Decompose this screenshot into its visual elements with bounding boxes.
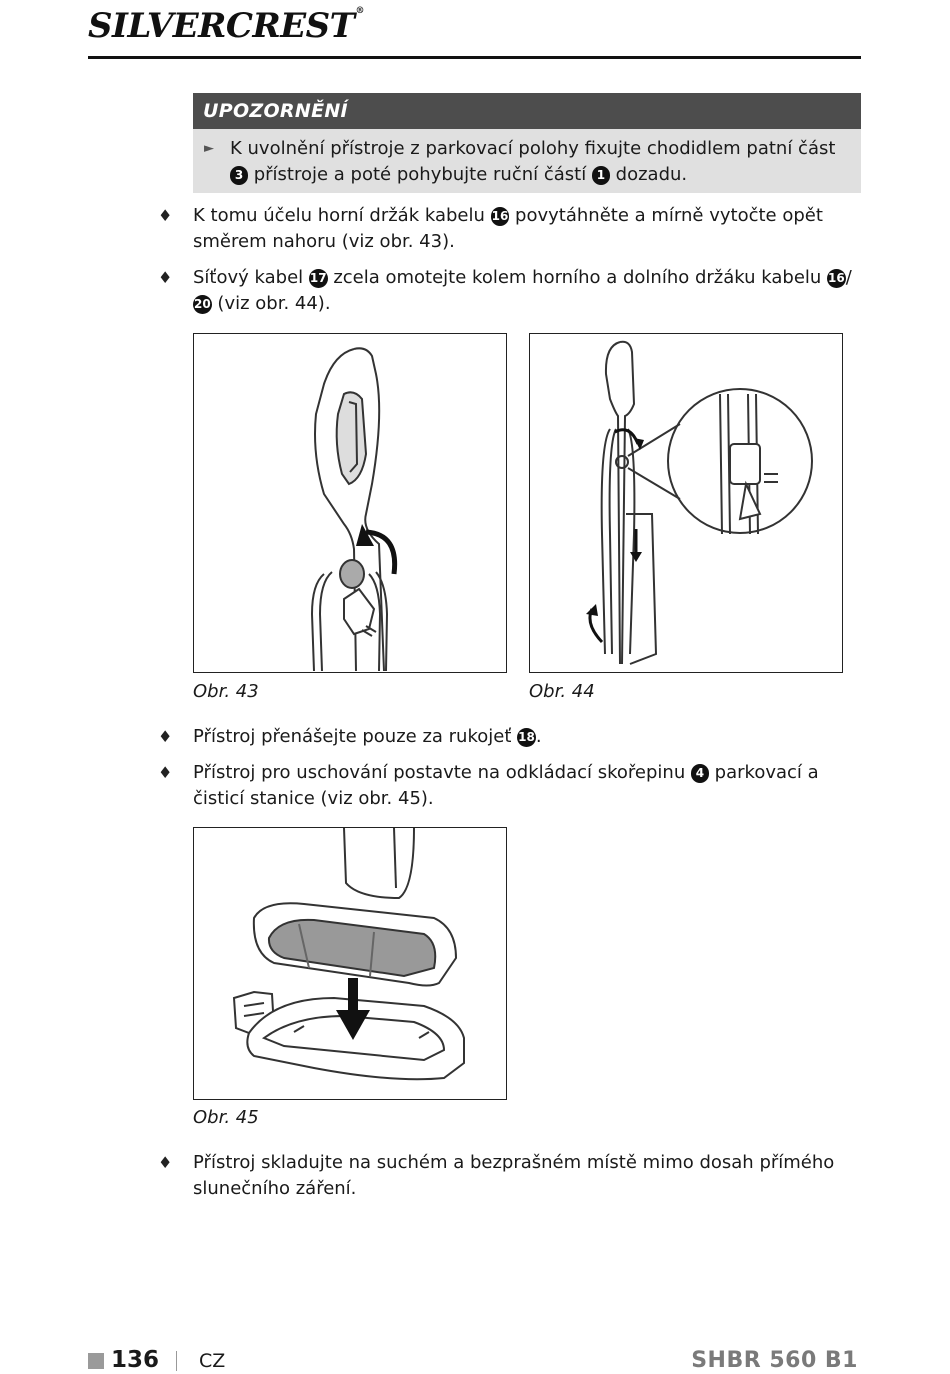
diamond-bullet-icon: ♦ (158, 763, 173, 782)
diamond-bullet-icon: ♦ (158, 727, 173, 746)
instruction-wrap-cable: Síťový kabel 17 zcela omotejte kolem horního a dolního držáku kabelu 16/20 (viz obr. 44). (193, 267, 852, 314)
registered-mark: ® (355, 6, 364, 16)
arrow-right-icon: ► (204, 141, 214, 156)
warning-title: UPOZORNĚNÍ (193, 93, 861, 129)
language-code: CZ (199, 1350, 226, 1372)
model-number: SHBR 560 B1 (691, 1348, 858, 1373)
figure-44-illustration (529, 333, 843, 673)
brand-logo: SILVERCREST® (88, 6, 364, 46)
diamond-bullet-icon: ♦ (158, 206, 173, 225)
instruction-storage-tray: Přístroj pro uschování postavte na odkládací skořepinu 4 parkovací a čisticí stanice (viz obr. 45). (193, 762, 819, 809)
ref-number-16: 16 (491, 207, 510, 226)
ref-number-18: 18 (517, 728, 536, 747)
instruction-storage-place: Přístroj skladujte na suchém a bezprašném místě mimo dosah přímého slunečního záření. (193, 1152, 835, 1199)
warning-body (193, 129, 861, 193)
figure-43-caption: Obr. 43 (193, 681, 259, 702)
footer-square-icon (88, 1353, 104, 1369)
footer-separator (176, 1351, 177, 1371)
figure-44-caption: Obr. 44 (529, 681, 595, 702)
header-rule (88, 56, 861, 59)
ref-number-1: 1 (592, 166, 610, 185)
diamond-bullet-icon: ♦ (158, 268, 173, 287)
ref-number-16: 16 (827, 269, 846, 288)
instruction-carry-handle: Přístroj přenášejte pouze za rukojeť 18. (193, 726, 542, 747)
figure-45-illustration (193, 827, 507, 1100)
ref-number-20: 20 (193, 295, 212, 314)
page-number: 136 (111, 1347, 160, 1373)
ref-number-4: 4 (691, 764, 709, 783)
diamond-bullet-icon: ♦ (158, 1153, 173, 1172)
warning-text: K uvolnění přístroje z parkovací polohy fixujte chodidlem patní část 3 přístroje a poté pohybujte ruční částí 1 dozadu. (230, 138, 836, 185)
figure-43-illustration (193, 333, 507, 673)
instruction-cable-holder: K tomu účelu horní držák kabelu 16 povytáhněte a mírně vytočte opět směrem nahoru (viz obr. 43). (193, 205, 823, 252)
ref-number-17: 17 (309, 269, 328, 288)
figure-45-caption: Obr. 45 (193, 1107, 259, 1128)
warning-box (193, 93, 861, 193)
ref-number-3: 3 (230, 166, 248, 185)
